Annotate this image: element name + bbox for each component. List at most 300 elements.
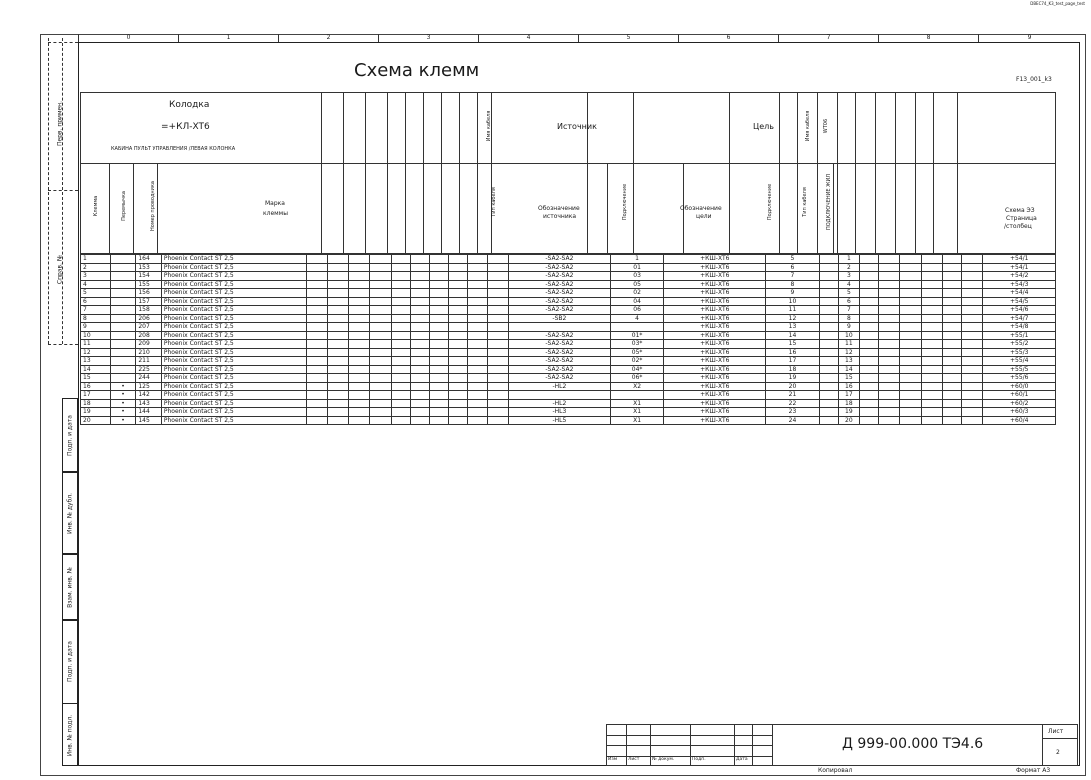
cell-sc: 4 — [610, 314, 663, 323]
cell-w: 156 — [136, 289, 162, 298]
cell-j — [110, 255, 136, 264]
cell-src — [508, 323, 610, 332]
table-row — [81, 323, 1056, 332]
cell-src: -SA2-SA2 — [508, 272, 610, 281]
cell-empty — [449, 255, 468, 264]
cell-empty — [327, 280, 348, 289]
cell-sc: 06 — [610, 306, 663, 315]
sheet-number: 2 — [1056, 749, 1060, 756]
cell-mark: Phoenix Contact ST 2,5 — [161, 348, 306, 357]
cell-empty — [860, 382, 879, 391]
cell-sc: 06* — [610, 374, 663, 383]
cell-empty — [468, 399, 487, 408]
cell-empty — [860, 280, 879, 289]
cell-sc: X1 — [610, 408, 663, 417]
cell-empty — [410, 255, 429, 264]
wire-header: WT06 — [823, 118, 829, 134]
cell-core: 18 — [838, 399, 859, 408]
page-title: Схема клемм — [354, 60, 480, 81]
cell-j: • — [110, 382, 136, 391]
cell-empty — [962, 272, 983, 281]
cell-empty — [430, 314, 449, 323]
cell-empty — [468, 297, 487, 306]
cell-empty — [449, 382, 468, 391]
block-location: КАБИНА ПУЛЬТ УПРАВЛЕНИЯ /ЛЕВАЯ КОЛОНКА — [111, 146, 236, 152]
cell-empty — [449, 391, 468, 400]
cell-empty — [943, 306, 962, 315]
cell-src: -SA2-SA2 — [508, 374, 610, 383]
col-dst-connection: Подключение — [767, 183, 773, 221]
cell-empty — [449, 272, 468, 281]
table-row — [81, 263, 1056, 272]
stamp-label: Подп. — [692, 757, 706, 762]
col-wire-no: Номер проводника — [150, 181, 156, 231]
cell-empty — [449, 323, 468, 332]
ruler-cell: 9 — [978, 34, 1080, 42]
cell-empty — [327, 408, 348, 417]
cell-empty — [860, 416, 879, 425]
cell-core: 20 — [838, 416, 859, 425]
cell-empty — [370, 272, 391, 281]
cell-empty — [410, 416, 429, 425]
cell-empty — [349, 323, 370, 332]
cell-empty — [327, 348, 348, 357]
cell-empty — [349, 416, 370, 425]
cell-empty — [349, 374, 370, 383]
stamp-label: Дата — [736, 757, 748, 762]
cell-empty — [327, 297, 348, 306]
cell-empty — [327, 416, 348, 425]
cell-empty — [860, 340, 879, 349]
cell-j — [110, 331, 136, 340]
cell-empty — [349, 391, 370, 400]
cell-empty — [410, 365, 429, 374]
cell-core: 1 — [838, 255, 859, 264]
cell-empty — [449, 357, 468, 366]
cell-dst: +КШ-XT6 — [664, 255, 766, 264]
cell-empty — [468, 314, 487, 323]
cell-mark: Phoenix Contact ST 2,5 — [161, 280, 306, 289]
cell-empty — [349, 357, 370, 366]
cell-empty — [349, 306, 370, 315]
cell-empty — [327, 357, 348, 366]
cell-empty — [900, 365, 921, 374]
cell-empty — [962, 289, 983, 298]
col-mark-1: Марка — [265, 200, 285, 207]
cell-empty — [410, 391, 429, 400]
cell-empty — [306, 348, 327, 357]
cell-sc: 02* — [610, 357, 663, 366]
cell-empty — [943, 348, 962, 357]
cell-dc: 7 — [766, 272, 819, 281]
cell-empty — [943, 399, 962, 408]
cell-empty — [449, 331, 468, 340]
cell-dst: +КШ-XT6 — [664, 280, 766, 289]
cell-empty — [879, 340, 900, 349]
cell-empty — [468, 382, 487, 391]
cell-empty — [391, 408, 410, 417]
cell-empty — [370, 382, 391, 391]
cell-dst: +КШ-XT6 — [664, 408, 766, 417]
cell-empty — [306, 408, 327, 417]
cell-w: 142 — [136, 391, 162, 400]
cell-empty — [370, 289, 391, 298]
cell-empty — [349, 255, 370, 264]
cell-empty — [370, 357, 391, 366]
cell-empty — [921, 306, 942, 315]
cell-empty — [468, 357, 487, 366]
cell-src — [508, 391, 610, 400]
cell-empty — [962, 416, 983, 425]
cell-empty — [962, 357, 983, 366]
cell-empty — [349, 331, 370, 340]
cell-empty — [391, 306, 410, 315]
cell-empty — [487, 399, 508, 408]
cell-empty — [468, 365, 487, 374]
col-cable-type-2: Тип кабеля — [802, 187, 808, 217]
cell-empty — [430, 263, 449, 272]
cell-w: 209 — [136, 340, 162, 349]
cell-dc: 23 — [766, 408, 819, 417]
cell-empty — [487, 391, 508, 400]
cell-w: 158 — [136, 306, 162, 315]
cell-empty — [487, 382, 508, 391]
cell-j — [110, 314, 136, 323]
cell-empty — [410, 272, 429, 281]
cell-empty — [860, 314, 879, 323]
podp-data-label-2: Подп. и дата — [66, 641, 74, 682]
cell-empty — [900, 382, 921, 391]
cell-n: 3 — [81, 272, 111, 281]
cell-empty — [879, 331, 900, 340]
col-core: ПОДКЛЮЧЕНИЕ ЖИЛ — [826, 173, 832, 231]
cell-mark: Phoenix Contact ST 2,5 — [161, 314, 306, 323]
cell-empty — [410, 331, 429, 340]
cell-sc: X2 — [610, 382, 663, 391]
cell-mark: Phoenix Contact ST 2,5 — [161, 416, 306, 425]
cell-empty — [468, 416, 487, 425]
cell-j — [110, 263, 136, 272]
cell-empty — [879, 391, 900, 400]
cell-empty — [943, 272, 962, 281]
cell-empty — [900, 340, 921, 349]
table-row — [81, 391, 1056, 400]
cell-empty — [306, 340, 327, 349]
cell-empty — [921, 255, 942, 264]
cell-empty — [900, 357, 921, 366]
cell-empty — [921, 374, 942, 383]
cell-dst: +КШ-XT6 — [664, 297, 766, 306]
cell-empty — [962, 348, 983, 357]
cell-empty — [430, 306, 449, 315]
cell-ref: +55/2 — [983, 340, 1056, 349]
cell-empty — [370, 255, 391, 264]
cell-n: 17 — [81, 391, 111, 400]
cell-core: 8 — [838, 314, 859, 323]
cell-dst: +КШ-XT6 — [664, 348, 766, 357]
cell-empty — [860, 272, 879, 281]
cell-mark: Phoenix Contact ST 2,5 — [161, 289, 306, 298]
cell-empty — [370, 399, 391, 408]
cell-n: 11 — [81, 340, 111, 349]
cell-empty — [468, 323, 487, 332]
ruler-cell: 5 — [578, 34, 678, 42]
ruler-cell: 3 — [378, 34, 478, 42]
cell-ref: +55/4 — [983, 357, 1056, 366]
inv-podl-label: Инв. № подл. — [66, 714, 74, 757]
table-row — [81, 306, 1056, 315]
cell-empty — [943, 323, 962, 332]
cell-dst: +КШ-XT6 — [664, 331, 766, 340]
cell-n: 20 — [81, 416, 111, 425]
cell-empty — [430, 348, 449, 357]
cell-core: 4 — [838, 280, 859, 289]
cell-empty — [962, 255, 983, 264]
ruler-cell: 1 — [178, 34, 278, 42]
cell-empty — [879, 399, 900, 408]
cell-mark: Phoenix Contact ST 2,5 — [161, 399, 306, 408]
cell-empty — [306, 272, 327, 281]
cell-j: • — [110, 408, 136, 417]
cell-w: 206 — [136, 314, 162, 323]
cell-empty — [900, 263, 921, 272]
cell-dst: +КШ-XT6 — [664, 289, 766, 298]
cell-empty — [943, 416, 962, 425]
cell-n: 1 — [81, 255, 111, 264]
cell-empty — [327, 323, 348, 332]
cell-empty — [430, 289, 449, 298]
cell-empty — [921, 272, 942, 281]
cell-empty — [943, 382, 962, 391]
cell-empty — [879, 408, 900, 417]
cell-empty — [468, 306, 487, 315]
cell-empty — [449, 408, 468, 417]
cell-empty — [879, 306, 900, 315]
cell-empty — [449, 365, 468, 374]
col-cable-type: Тип кабеля — [491, 187, 497, 217]
cell-empty — [487, 374, 508, 383]
cell-empty — [449, 348, 468, 357]
cell-empty — [819, 382, 838, 391]
cell-ref: +60/3 — [983, 408, 1056, 417]
cell-core: 7 — [838, 306, 859, 315]
cell-core: 5 — [838, 289, 859, 298]
cell-ref: +55/1 — [983, 331, 1056, 340]
cell-w: 143 — [136, 399, 162, 408]
table-row — [81, 314, 1056, 323]
cell-n: 6 — [81, 297, 111, 306]
cell-empty — [879, 365, 900, 374]
cell-n: 5 — [81, 289, 111, 298]
cell-empty — [468, 272, 487, 281]
cell-core: 9 — [838, 323, 859, 332]
cell-empty — [860, 408, 879, 417]
cell-empty — [430, 399, 449, 408]
stamp-label: Изм — [608, 757, 618, 762]
cell-n: 13 — [81, 357, 111, 366]
cell-empty — [879, 374, 900, 383]
cell-j — [110, 280, 136, 289]
cell-empty — [327, 340, 348, 349]
cell-empty — [921, 340, 942, 349]
cell-ref: +60/2 — [983, 399, 1056, 408]
cell-src: -SA2-SA2 — [508, 365, 610, 374]
cell-empty — [879, 289, 900, 298]
cable-name-header: Имя кабеля — [486, 110, 492, 142]
cell-empty — [430, 391, 449, 400]
cell-empty — [921, 331, 942, 340]
cell-w: 207 — [136, 323, 162, 332]
cell-mark: Phoenix Contact ST 2,5 — [161, 306, 306, 315]
cell-empty — [449, 263, 468, 272]
cell-empty — [306, 399, 327, 408]
cell-dc: 19 — [766, 374, 819, 383]
table-row — [81, 331, 1056, 340]
cell-empty — [410, 348, 429, 357]
cell-empty — [468, 340, 487, 349]
ruler-cell: 2 — [278, 34, 378, 42]
col-dst-designation-2: цели — [696, 213, 712, 220]
cell-ref: +54/1 — [983, 255, 1056, 264]
cell-mark: Phoenix Contact ST 2,5 — [161, 272, 306, 281]
cell-dc: 16 — [766, 348, 819, 357]
cell-n: 18 — [81, 399, 111, 408]
cell-j: • — [110, 416, 136, 425]
cell-empty — [819, 323, 838, 332]
block-heading: Колодка — [169, 100, 210, 110]
cell-empty — [487, 331, 508, 340]
cell-empty — [430, 382, 449, 391]
cell-empty — [468, 391, 487, 400]
cell-empty — [349, 399, 370, 408]
ruler-cell: 0 — [78, 34, 178, 42]
cell-empty — [921, 382, 942, 391]
col-dst-designation-1: Обозначение — [680, 205, 722, 212]
cell-empty — [391, 416, 410, 425]
cell-empty — [391, 340, 410, 349]
cell-empty — [391, 323, 410, 332]
cell-n: 15 — [81, 374, 111, 383]
cell-n: 16 — [81, 382, 111, 391]
cell-empty — [430, 331, 449, 340]
cell-empty — [391, 348, 410, 357]
cell-empty — [449, 340, 468, 349]
cell-empty — [391, 263, 410, 272]
cell-mark: Phoenix Contact ST 2,5 — [161, 331, 306, 340]
cell-empty — [487, 297, 508, 306]
cell-mark: Phoenix Contact ST 2,5 — [161, 323, 306, 332]
cell-empty — [430, 416, 449, 425]
source-header: Источник — [557, 122, 597, 131]
cell-sc — [610, 391, 663, 400]
cell-empty — [349, 314, 370, 323]
cell-mark: Phoenix Contact ST 2,5 — [161, 357, 306, 366]
cell-empty — [879, 272, 900, 281]
col-scheme-1: Схема ЭЗ — [1005, 207, 1035, 214]
cell-mark: Phoenix Contact ST 2,5 — [161, 374, 306, 383]
cell-n: 10 — [81, 331, 111, 340]
cell-mark: Phoenix Contact ST 2,5 — [161, 382, 306, 391]
cell-empty — [819, 391, 838, 400]
cell-w: 144 — [136, 408, 162, 417]
cell-empty — [306, 306, 327, 315]
cell-empty — [430, 323, 449, 332]
cell-empty — [943, 374, 962, 383]
cell-empty — [943, 297, 962, 306]
cell-mark: Phoenix Contact ST 2,5 — [161, 391, 306, 400]
cell-core: 6 — [838, 297, 859, 306]
cell-empty — [900, 348, 921, 357]
cell-empty — [819, 408, 838, 417]
cell-empty — [306, 263, 327, 272]
cell-empty — [860, 323, 879, 332]
cell-empty — [943, 255, 962, 264]
cell-ref: +60/4 — [983, 416, 1056, 425]
cell-empty — [860, 263, 879, 272]
cell-j — [110, 289, 136, 298]
cell-empty — [900, 297, 921, 306]
cell-j — [110, 365, 136, 374]
cell-dc: 20 — [766, 382, 819, 391]
cell-core: 10 — [838, 331, 859, 340]
cell-empty — [391, 314, 410, 323]
cell-sc: 03 — [610, 272, 663, 281]
cell-empty — [468, 408, 487, 417]
cell-dc: 10 — [766, 297, 819, 306]
cell-empty — [370, 374, 391, 383]
cell-sc: X1 — [610, 416, 663, 425]
cell-src: -SA2-SA2 — [508, 297, 610, 306]
cell-empty — [860, 297, 879, 306]
cell-empty — [487, 255, 508, 264]
table-row — [81, 280, 1056, 289]
cell-empty — [349, 382, 370, 391]
cell-w: 153 — [136, 263, 162, 272]
cell-empty — [921, 263, 942, 272]
cell-empty — [306, 357, 327, 366]
cell-empty — [487, 306, 508, 315]
cell-empty — [370, 323, 391, 332]
cell-j — [110, 297, 136, 306]
copied-label: Копировал — [818, 767, 853, 774]
cell-empty — [410, 323, 429, 332]
cell-empty — [468, 263, 487, 272]
cell-sc: 05* — [610, 348, 663, 357]
cell-dst: +КШ-XT6 — [664, 263, 766, 272]
cell-core: 17 — [838, 391, 859, 400]
cell-empty — [943, 365, 962, 374]
cell-src: -SA2-SA2 — [508, 348, 610, 357]
cell-empty — [943, 289, 962, 298]
cell-mark: Phoenix Contact ST 2,5 — [161, 255, 306, 264]
cell-empty — [410, 399, 429, 408]
cell-empty — [449, 399, 468, 408]
table-row — [81, 365, 1056, 374]
cell-src: -SA2-SA2 — [508, 331, 610, 340]
inv-dubl-label: Инв. № дубл. — [66, 492, 74, 535]
cell-empty — [860, 365, 879, 374]
cell-empty — [900, 323, 921, 332]
table-row — [81, 408, 1056, 417]
cell-empty — [370, 408, 391, 417]
cell-empty — [327, 289, 348, 298]
cell-empty — [879, 263, 900, 272]
cell-empty — [349, 408, 370, 417]
cell-empty — [962, 365, 983, 374]
cell-empty — [391, 272, 410, 281]
cell-n: 14 — [81, 365, 111, 374]
cell-empty — [449, 314, 468, 323]
